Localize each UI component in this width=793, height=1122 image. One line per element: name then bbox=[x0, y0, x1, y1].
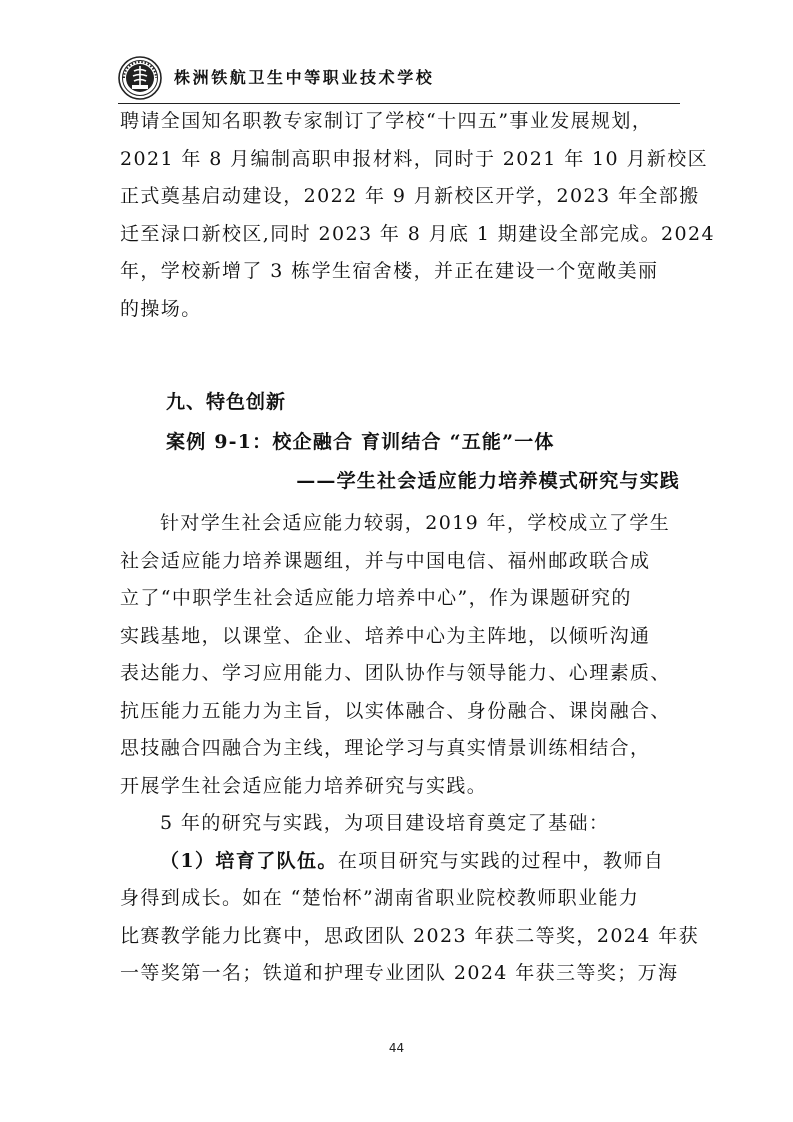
text-line: 2021 年 8 月编制高职申报材料，同时于 2021 年 10 月新校区 bbox=[120, 147, 709, 170]
point-1-label: （1）培育了队伍。 bbox=[160, 849, 338, 872]
section-heading: 九、特色创新 bbox=[166, 391, 287, 413]
page-number: 44 bbox=[388, 1041, 405, 1055]
text-line: 实践基地，以课堂、企业、培养中心为主阵地，以倾听沟通 bbox=[120, 624, 651, 647]
text-line: 比赛教学能力比赛中，思政团队 2023 年获二等奖，2024 年获 bbox=[120, 924, 700, 947]
school-logo-icon bbox=[118, 56, 162, 100]
text-line: 开展学生社会适应能力培养研究与实践。 bbox=[120, 774, 488, 797]
point-1-text: 在项目研究与实践的过程中，教师自 bbox=[337, 849, 665, 872]
text-line: 针对学生社会适应能力较弱，2019 年，学校成立了学生 bbox=[160, 512, 671, 534]
school-name: 株洲铁航卫生中等职业技术学校 bbox=[174, 68, 435, 87]
text-line: 思技融合四融合为主线，理论学习与真实情景训练相结合， bbox=[120, 737, 651, 759]
text-line: 正式奠基启动建设，2022 年 9 月新校区开学，2023 年全部搬 bbox=[120, 185, 700, 207]
text-line: 聘请全国知名职教专家制订了学校“十四五”事业发展规划， bbox=[120, 110, 653, 132]
text-line: 抗压能力五能力为主旨，以实体融合、身份融合、课岗融合、 bbox=[120, 699, 671, 722]
text-line: 的操场。 bbox=[120, 297, 202, 320]
point-1-line bbox=[120, 843, 680, 881]
text-line: 5 年的研究与实践，为项目建设培育奠定了基础： bbox=[160, 812, 610, 834]
intro-paragraph bbox=[120, 103, 715, 328]
text-line: 立了“中职学生社会适应能力培养中心”，作为课题研究的 bbox=[120, 587, 632, 609]
case-subtitle: ——学生社会适应能力培养模式研究与实践 bbox=[296, 470, 680, 492]
text-line: 一等奖第一名；铁道和护理专业团队 2024 年获三等奖；万海 bbox=[120, 962, 679, 984]
text-line: 身得到成长。如在 “楚怡杯”湖南省职业院校教师职业能力 bbox=[120, 887, 640, 909]
page-header bbox=[118, 56, 688, 100]
case-title: 案例 9-1：校企融合 育训结合 “五能”一体 bbox=[166, 431, 555, 453]
text-line: 社会适应能力培养课题组，并与中国电信、福州邮政联合成 bbox=[120, 549, 651, 572]
text-line: 迁至渌口新校区,同时 2023 年 8 月底 1 期建设全部完成。2024 bbox=[120, 222, 715, 245]
case-body bbox=[120, 505, 700, 993]
text-line: 表达能力、学习应用能力、团队协作与领导能力、心理素质、 bbox=[120, 662, 671, 684]
text-line: 年，学校新增了 3 栋学生宿舍楼，并正在建设一个宽敞美丽 bbox=[120, 260, 659, 282]
